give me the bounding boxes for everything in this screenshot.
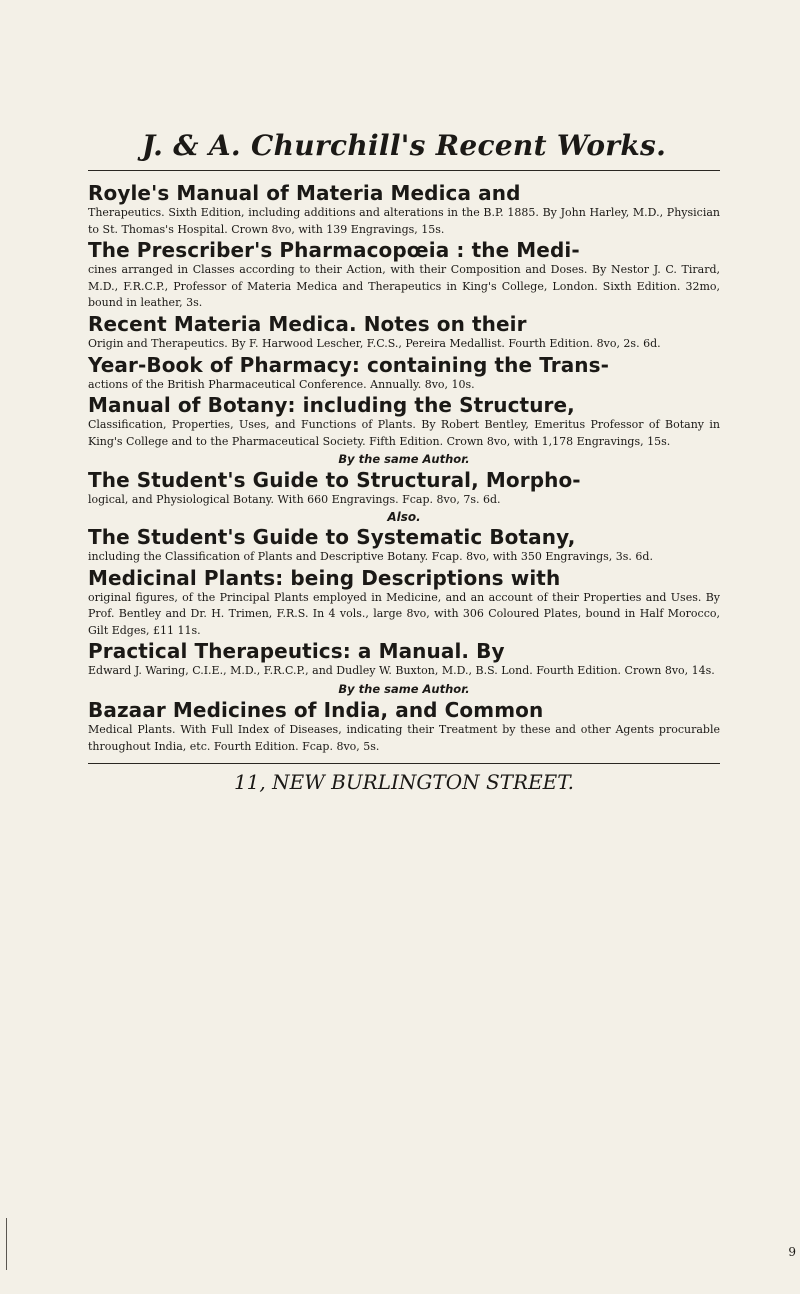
book-description: including the Classification of Plants and Descriptive Botany. Fcap. 8vo, with 350 Engravings, 3s. 6d. [88,549,653,563]
book-description: logical, and Physiological Botany. With 660 Engravings. Fcap. 8vo, 7s. 6d. [88,493,501,507]
book-title: Recent Materia Medica. Notes on their [88,311,527,336]
book-entry [88,566,720,640]
page [88,0,720,800]
book-entry [88,393,720,450]
book-entry [88,639,720,680]
book-title: Practical Therapeutics: a Manual. By [88,639,505,664]
book-entry [88,312,720,353]
same-author-note: By the same Author. [338,681,470,696]
book-description: Medical Plants. With Full Index of Diseases, indicating their Treatment by these and other Agents procurable throughout India, etc. Fourth Edition. Fcap. 8vo, 5s. [88,722,720,753]
also-note: Also. [387,509,421,524]
page-number: 9 [788,1245,796,1259]
book-entry [88,468,720,509]
book-entry [88,181,720,238]
top-rule [88,170,720,171]
book-list [88,181,720,755]
running-title: J. & A. Churchill's Recent Works. [141,129,667,162]
publisher-address: 11, NEW BURLINGTON STREET. [233,770,575,795]
book-description: Edward J. Waring, C.I.E., M.D., F.R.C.P., and Dudley W. Buxton, M.D., B.S. Lond. Fourth Edition. Crown 8vo, 14s. [88,664,715,678]
book-title: Manual of Botany: including the Structure, [88,393,575,418]
book-description: Therapeutics. Sixth Edition, including additions and alterations in the B.P. 1885. By John Harley, M.D., Physician to St. Thomas's Hospital. Crown 8vo, with 139 Engravings, 15s. [88,206,720,236]
book-title: The Prescriber's Pharmacopœia : the Medi- [88,238,580,263]
scan-edge-mark [6,1218,7,1270]
book-description: Origin and Therapeutics. By F. Harwood Lescher, F.C.S., Pereira Medallist. Fourth Edition. 8vo, 2s. 6d. [88,336,661,350]
book-description: cines arranged in Classes according to their Action, with their Composition and Doses. By Nestor J. C. Tirard, M.D., F.R.C.P., Professor of Materia Medica and Therapeutics in King's College, London. Sixth Edition. 32mo, bound in leather, 3s. [88,263,720,310]
book-title: The Student's Guide to Structural, Morpho- [88,468,581,493]
same-author-note: By the same Author. [338,452,470,467]
book-title: Royle's Manual of Materia Medica and [88,181,521,205]
book-title: Bazaar Medicines of India, and Common [88,697,544,722]
book-title: The Student's Guide to Systematic Botany, [88,524,576,549]
book-entry [88,698,720,755]
book-title: Year-Book of Pharmacy: containing the Trans- [88,352,610,377]
book-entry [88,525,720,566]
book-title: Medicinal Plants: being Descriptions with [88,565,561,590]
book-description: Classification, Properties, Uses, and Functions of Plants. By Robert Bentley, Emeritus Professor of Botany in King's College and to the Pharmaceutical Society. Fifth Edition. Crown 8vo, with 1,178 Engravings, 15s. [88,418,720,448]
book-description: original figures, of the Principal Plants employed in Medicine, and an account of their Properties and Uses. By Prof. Bentley and Dr. H. Trimen, F.R.S. In 4 vols., large 8vo, with 306 Coloured Plates, bound in Half Morocco, Gilt Edges, £11 11s. [88,590,720,637]
book-entry [88,353,720,394]
book-entry [88,238,720,312]
book-description: actions of the British Pharmaceutical Conference. Annually. 8vo, 10s. [88,377,475,391]
